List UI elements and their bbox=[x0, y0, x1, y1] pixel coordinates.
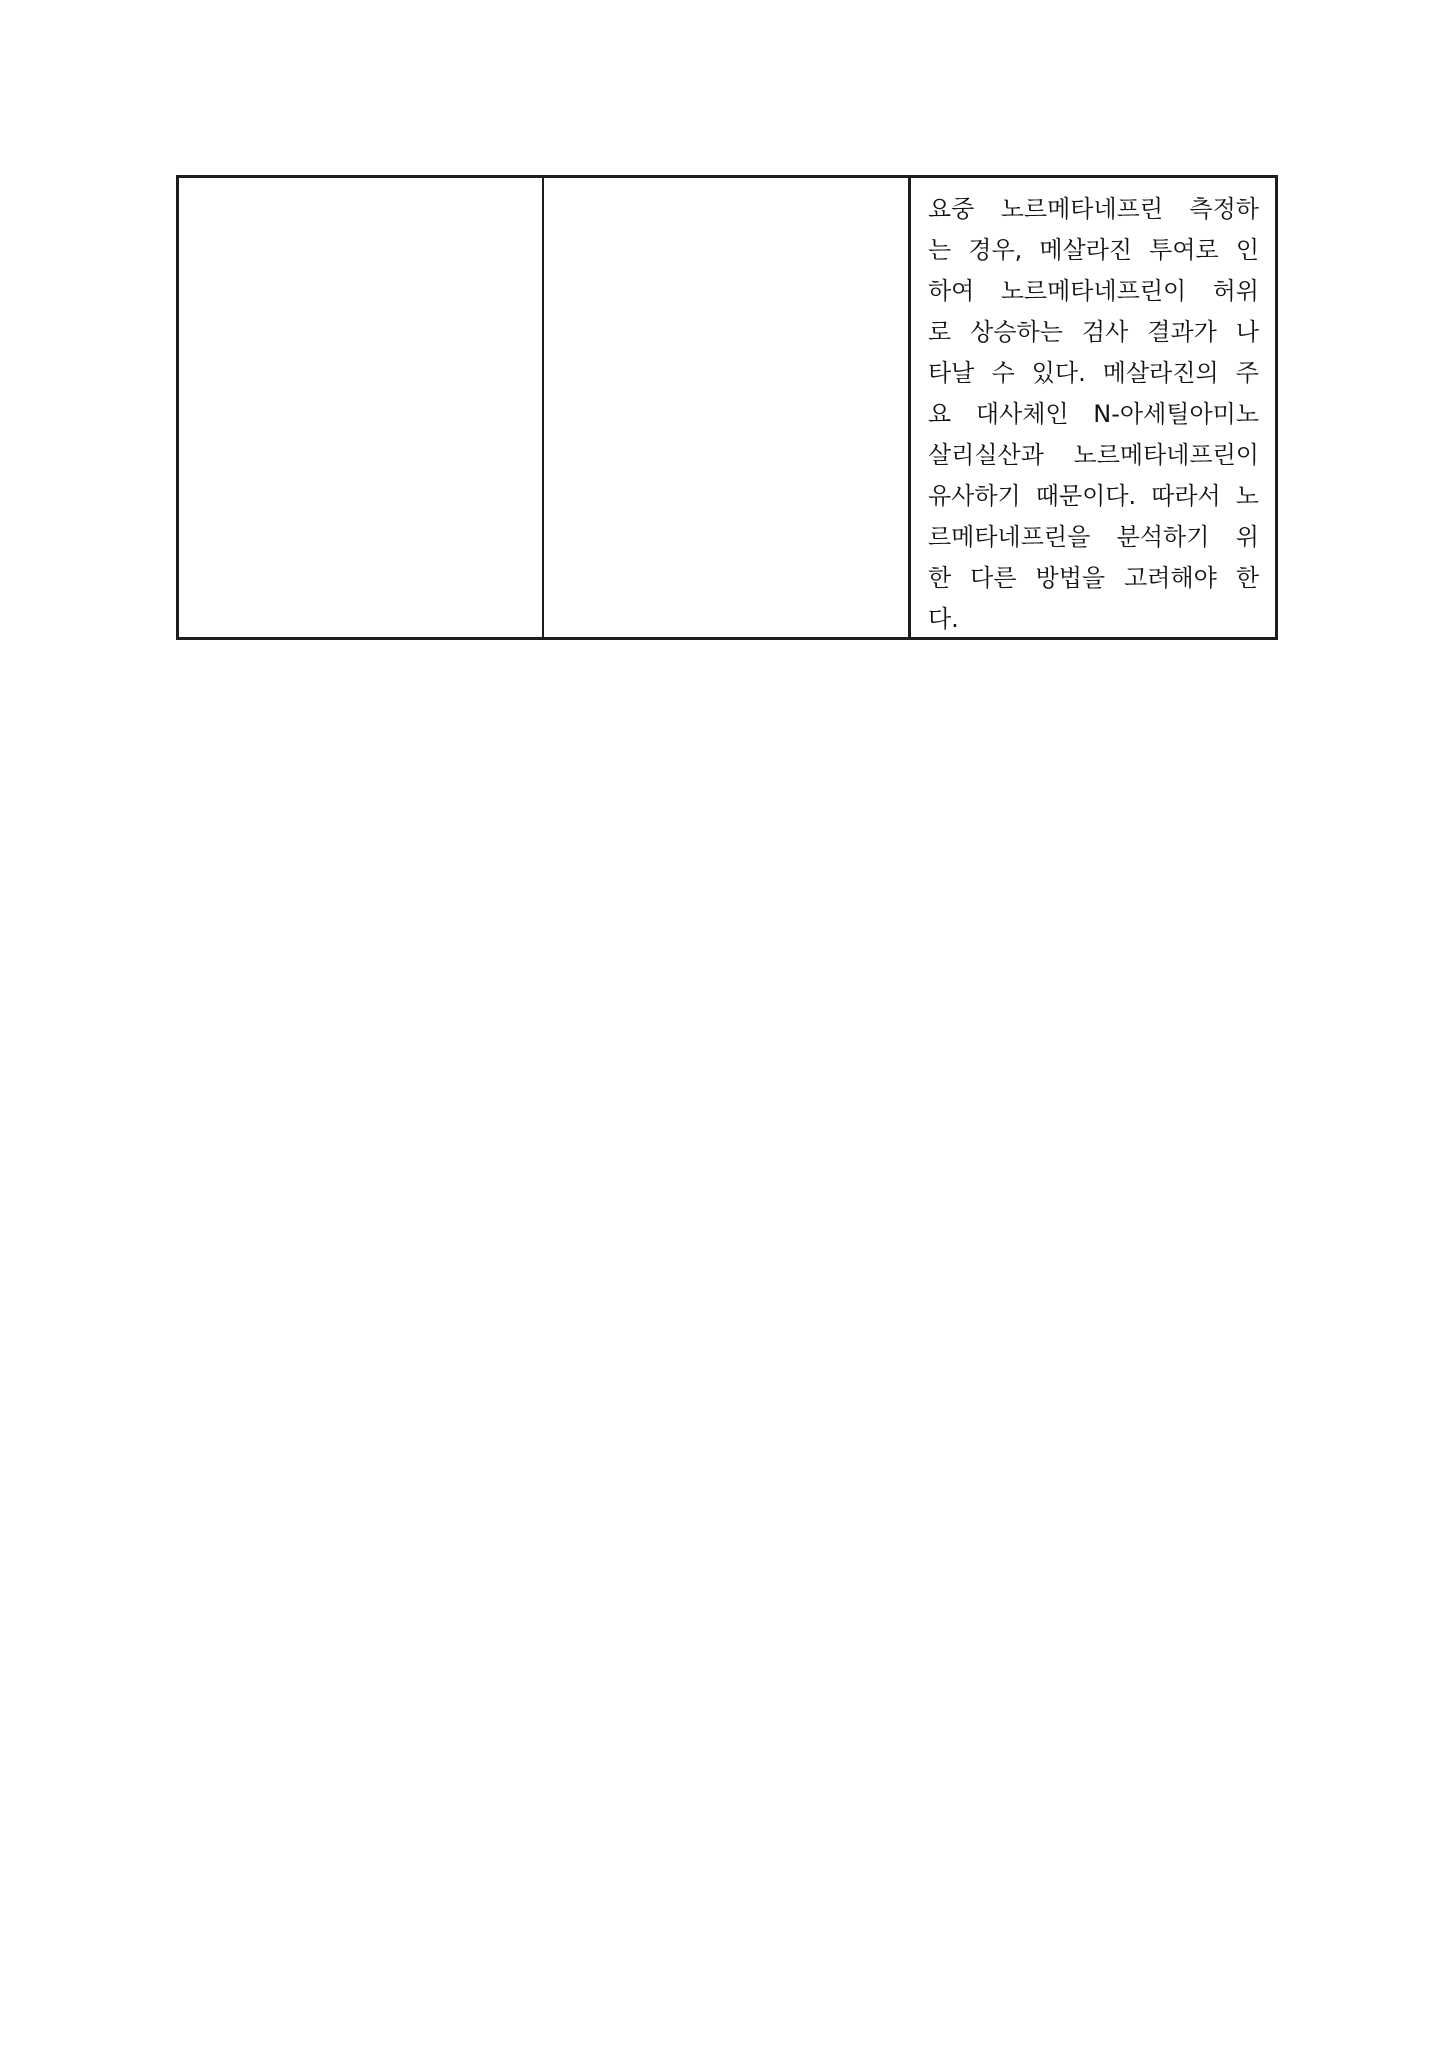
text-line: 하여 노르메타네프린이 허위 bbox=[928, 277, 1259, 305]
table bbox=[176, 175, 1278, 640]
text-line: 르메타네프린을 분석하기 위 bbox=[928, 523, 1259, 551]
text-line: 타날 수 있다. 메살라진의 주 bbox=[928, 359, 1259, 387]
text-line: 유사하기 때문이다. 따라서 노 bbox=[928, 482, 1259, 510]
text-line: 다. bbox=[928, 605, 959, 633]
table-cell-text bbox=[911, 178, 1275, 637]
table-cell-empty-1 bbox=[179, 178, 544, 637]
text-line: 살리실산과 노르메타네프린이 bbox=[928, 441, 1259, 469]
text-line: 요 대사체인 N-아세틸아미노 bbox=[928, 400, 1259, 428]
text-line: 로 상승하는 검사 결과가 나 bbox=[928, 318, 1259, 346]
text-line: 한 다른 방법을 고려해야 한 bbox=[928, 564, 1259, 592]
text-line: 요중 노르메타네프린 측정하 bbox=[928, 195, 1259, 223]
text-line: 는 경우, 메살라진 투여로 인 bbox=[928, 236, 1259, 264]
table-cell-empty-2 bbox=[544, 178, 911, 637]
